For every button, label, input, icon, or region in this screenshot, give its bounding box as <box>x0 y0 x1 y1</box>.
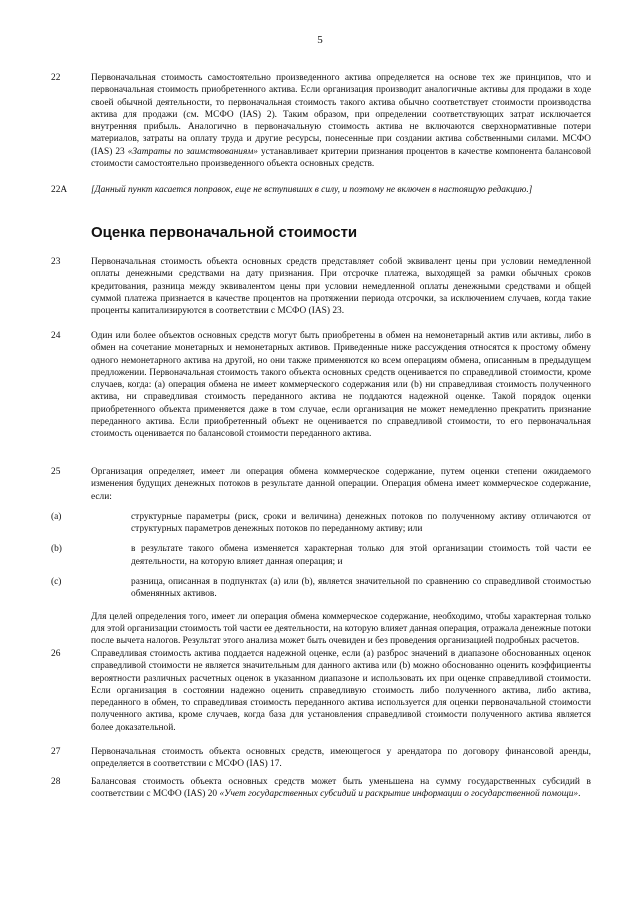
paragraph-22 <box>51 72 591 170</box>
paragraph-text <box>91 72 591 170</box>
paragraph-27 <box>51 746 591 771</box>
list-item-a <box>51 511 591 536</box>
paragraph-number: 25 <box>51 467 61 477</box>
text-run: устанавливает критерии признания процентов в качестве компонента балансовой стоимости самостоятельно произведенного объекта основных средств. <box>91 146 592 170</box>
paragraph-intro: Организация определяет, имеет ли операция обмена коммерческое содержание, путем оценки степени ожидаемого изменения будущих денежных потоков в результате данной операции. Операция обмена имеет коммерческое содержание, если: <box>91 467 591 502</box>
paragraph-text: [Данный пункт касается поправок, еще не вступивших в силу, и поэтому не включен в настоящую редакцию.] <box>91 185 533 195</box>
list-text: структурные параметры (риск, сроки и величина) денежных потоков по полученному активу отличаются от структурных параметров денежных потоков по переданному активу; или <box>131 511 591 535</box>
paragraph-22a <box>51 184 591 196</box>
list-label: (a) <box>51 511 62 522</box>
paragraph-number: 26 <box>51 649 61 659</box>
list-text: разница, описанная в подпунктах (a) или (b), является значительной по сравнению со справедливой стоимостью обменянных активов. <box>131 577 591 600</box>
paragraph-outro: Для целей определения того, имеет ли операция обмена коммерческое содержание, необходимо, чтобы характерная только для этой организации стоимость той части ее деятельности, на которую влияет данная операция, отражала денежные потоки после вычета налогов. Результат этого анализа может быть очевиден и без проведения организацией подробных расчетов. <box>91 611 591 647</box>
paragraph-25 <box>51 466 591 648</box>
standard-title: «Затраты по заимствованиям» <box>127 146 258 157</box>
list-label: (b) <box>51 544 62 555</box>
paragraph-text <box>91 776 591 801</box>
paragraph-number: 28 <box>51 777 61 787</box>
paragraph-28 <box>51 776 591 801</box>
page-number: 5 <box>317 34 323 46</box>
standard-title: «Учет государственных субсидий и раскрытие информации о государственной помощи» <box>219 789 579 800</box>
text-run: Балансовая стоимость объекта основных средств может быть уменьшена на сумму государственных субсидий в соответствии с МСФО (IAS) 20 <box>91 777 591 800</box>
paragraph-text: Первоначальная стоимость объекта основных средств представляет собой эквивалент цены при условии немедленной оплаты денежными средствами на дату признания. При отсрочке платежа, выходящей за рамки обычных сроков кредитования, разница между эквивалентом цены при условии немедленной оплаты денежными средствами и общей суммой платежа признается в качестве процентов на протяжении периода отсрочки, за исключением случаев, когда такие проценты капитализируются в соответствии с МСФО (IAS) 23. <box>91 257 591 317</box>
paragraph-23 <box>51 256 591 317</box>
paragraph-text: Справедливая стоимость актива поддается надежной оценке, если (a) разброс значений в диапазоне обоснованных оценок справедливой стоимости не является значительным для данного актива или (b) можно обоснованно оценить коэффициенты вероятности различных расчетных оценок в указанном диапазоне и использовать их при оценке справедливой стоимости. Если организация в состоянии надежно оценить справедливую стоимость либо полученного актива, либо актива, переданного в обмен, то справедливая стоимость переданного актива используется для оценки первоначальной стоимости полученного актива, кроме случаев, когда база для установления справедливой стоимости полученного актива является более доказательной. <box>91 649 591 733</box>
section-heading: Оценка первоначальной стоимости <box>91 224 358 241</box>
list-item-b <box>51 543 591 568</box>
paragraph-number: 27 <box>51 747 61 757</box>
text-run: Первоначальная стоимость самостоятельно произведенного актива определяется на основе тех же принципов, что и первоначальная стоимость приобретенного актива. Если организация производит аналогичные активы для продажи в ходе своей обычной деятельности, то первоначальная стоимость такого актива обычно соответствует стоимости производства актива для продажи (см. МСФО (IAS) 2). Таким образом, при определении соответствующих затрат исключается внутренняя прибыль. Аналогично в первоначальную стоимость актива не включаются сверхнормативные потери материалов, затраты на оплату труда и другие ресурсы, понесенные при создании актива собственными силами. МСФО (IAS) 23 <box>91 73 591 157</box>
paragraph-26 <box>51 648 591 734</box>
paragraph-number: 24 <box>51 331 61 341</box>
paragraph-number: 22A <box>51 185 68 195</box>
list-label: (c) <box>51 577 62 588</box>
paragraph-number: 23 <box>51 257 61 267</box>
paragraph-24 <box>51 330 591 441</box>
list-item-c <box>51 576 591 601</box>
text-run: . <box>578 789 581 800</box>
paragraph-number: 22 <box>51 73 61 83</box>
list-text: в результате такого обмена изменяется характерная только для этой организации стоимость той части ее деятельности, на которую влияет данная операция; и <box>131 544 591 567</box>
paragraph-text: Один или более объектов основных средств могут быть приобретены в обмен на немонетарный актив или активы, либо в обмен на сочетание монетарных и немонетарных активов. Приведенные ниже рассуждения относятся к простому обмену одного немонетарного актива на другой, но они также применяются ко всем операциям обмена, описанным в предыдущем предложении. Первоначальная стоимость такого объекта основных средств оценивается по справедливой стоимости, кроме случаев, когда: (a) операция обмена не имеет коммерческого содержания или (b) ни справедливая стоимость полученного актива, ни справедливая стоимость переданного актива не поддаются надежной оценке. Такой порядок оценки приобретенного объекта применяется даже в том случае, если организация не может немедленно прекратить признание переданного актива. Если приобретенный объект не оценивается по справедливой стоимости, то его первоначальная стоимость оценивается по балансовой стоимости переданного актива. <box>91 331 591 440</box>
paragraph-text: Первоначальная стоимость объекта основных средств, имеющегося у арендатора по договору финансовой аренды, определяется в соответствии с МСФО (IAS) 17. <box>91 747 591 770</box>
